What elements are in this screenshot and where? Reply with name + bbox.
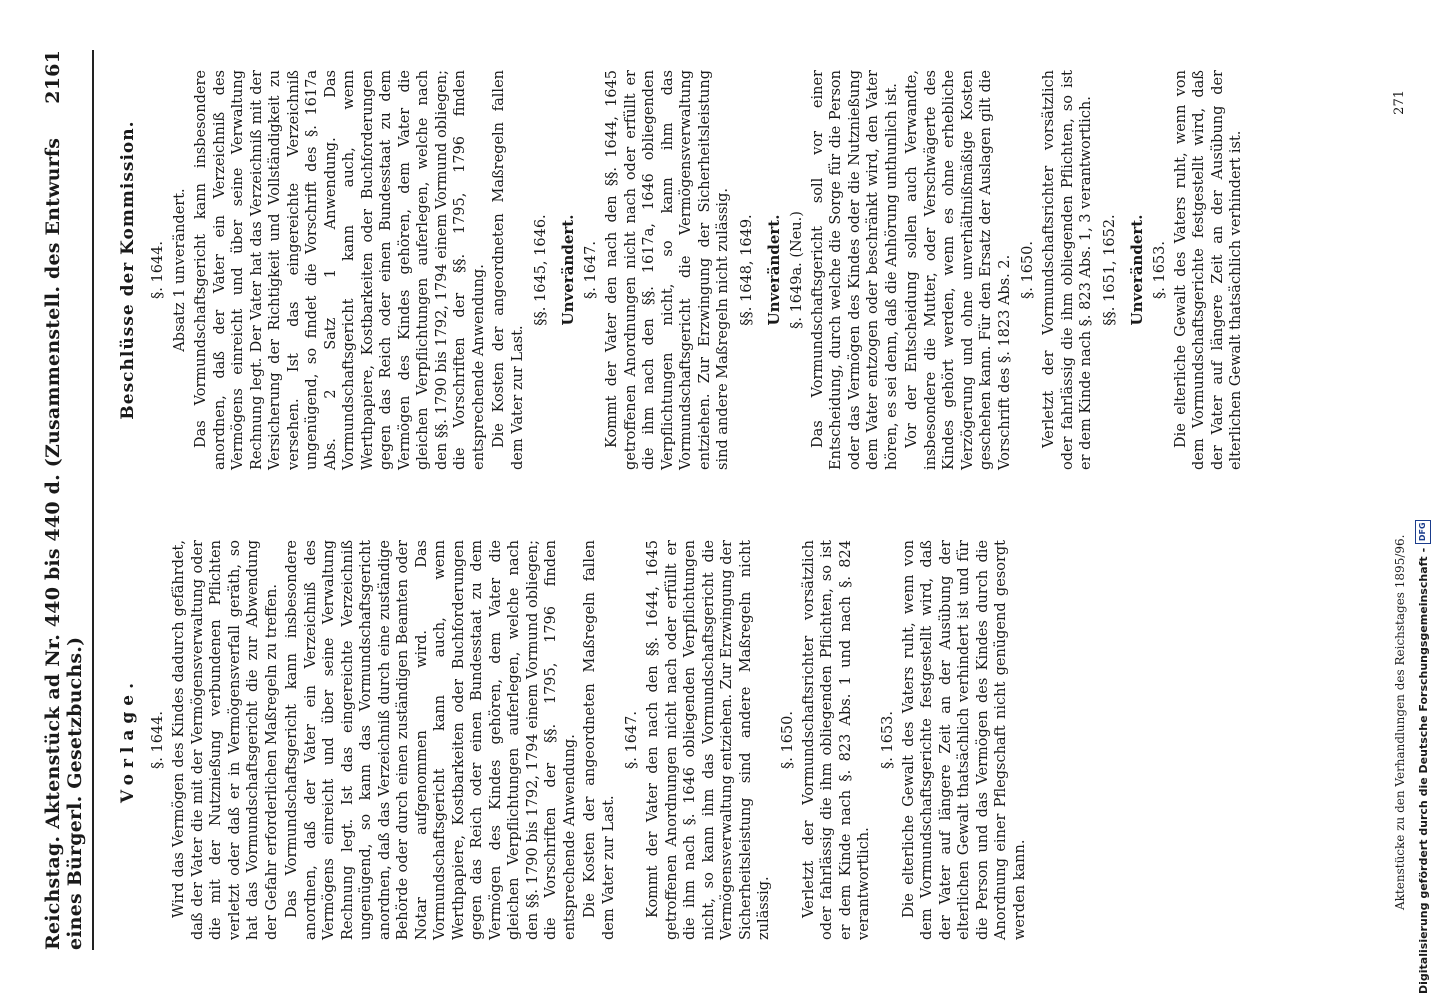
section-number: §. 1653. [879,711,896,769]
paragraph: Verletzt der Vormundschaftsrichter vorsätzlich oder fahrlässig die ihm obliegenden Pflichten, so ist er dem Kinde nach §. 823 Abs. 1, 3 verantwortlich. [1041,70,1094,470]
section-number: §. 1650. [1020,241,1036,299]
section-number: §§. 1651, 1652. [1101,214,1118,326]
paragraph: Die elterliche Gewalt des Vaters ruht, wenn von dem Vormundschaftsgerichte festgestellt wird, daß der Vater auf längere Zeit an der Ausübung der elterlichen Gewalt thatsächlich verhindert ist. [1172,70,1244,470]
paragraph: Kommt der Vater den nach den §§. 1644, 1645 getroffenen Anordnungen nicht nach oder erfüllt er die ihm nach §. 1646 obliegenden Verpflichtungen nicht, so kann ihm das Vormundschaftsgericht die Vermögensverwaltung entziehen. Zur Erzwingung der Sicherheitsleistung sind andere Maßregeln nicht zulässig. [645,540,772,940]
section-number: §. 1647. [624,711,640,769]
paragraph: Die Kosten der angeordneten Maßregeln fallen dem Vater zur Last. [582,540,617,940]
footer-source: Aktenstücke zu den Verhandlungen des Reichstages 1895/96. [1392,534,1407,910]
dfg-logo-icon: DFG [1415,520,1431,544]
paragraph: Das Vormundschaftsgericht kann insbesondere anordnen, daß der Vater ein Verzeichniß des Vermögens einreicht und über seine Verwaltung Rechnung legt. Der Vater hat das Verzeichniß mit der Versicherung der Richtigkeit und Vollständigkeit zu versehen. Ist das eingereichte Verzeichniß ungenügend, so findet die Vorschrift des §. 1617a Abs. 2 Satz 1 Anwendung. Das Vormundschaftsgericht kann auch, wenn Werthpapiere, Kostbarkeiten oder Buchforderungen gegen das Reich oder einen Bundesstaat zu dem Vermögen des Kindes gehören, dem Vater die gleichen Verpflichtungen auferlegen, welche nach den §§. 1790 bis 1792, 1794 einem Vormund obliegen; die Vorschriften der §§. 1795, 1796 finden entsprechende Anwendung. [193,70,487,470]
section-number: §. 1644. [150,241,166,299]
section-number: §. 1653. [1151,241,1168,299]
digitization-credit: Digitalisierung gefördert durch die Deutsche Forschungsgemeinschaft - DFG [1412,0,1434,1000]
section-number: §§. 1648, 1649. [738,214,755,326]
paragraph: Die elterliche Gewalt des Vaters ruht, wenn von dem Vormundschaftsgerichte festgestellt wird, daß der Vater auf längere Zeit an der Ausübung der elterlichen Gewalt thatsächlich verhindert ist und für die Person und das Vermögen des Kindes durch die Anordnung einer Pflegschaft nicht genügend gesorgt werden kann. [900,540,1028,940]
paragraph: Vor der Entscheidung sollen auch Verwandte, insbesondere die Mutter, oder Verschwägerte des Kindes gehört werden, wenn es ohne erhebliche Verzögerung und ohne unverhältnißmäßige Kosten geschehen kann. Für den Ersatz der Auslagen gilt die Vorschrift des §. 1823 Abs. 2. [904,70,1013,470]
section-number: §. 1649a. (Neu.) [788,211,805,329]
page-footer [1392,90,1407,910]
footer-page-number: 271 [1392,90,1407,115]
unchanged-note: Unverändert. [1127,214,1146,326]
paragraph: Wird das Vermögen des Kindes dadurch gefährdet, daß der Vater die mit der Vermögensverwaltung oder die mit der Nutznießung verbundenen Pflichten verletzt oder daß er in Vermögensverfall geräth, so hat das Vormundschaftsgericht die zur Abwendung der Gefahr erforderlichen Maßregeln zu treffen. [171,540,280,940]
left-column-heading: Vorlage. [118,676,138,804]
unchanged-note: Unverändert. [559,214,577,326]
paragraph-note: Absatz 1 unverändert. [172,188,188,352]
digitization-note: Digitalisierung gefördert durch die Deutsche Forschungsgemeinschaft [1416,556,1430,994]
section-number: §. 1647. [583,241,599,299]
right-column-heading: Beschlüsse der Kommission. [118,120,138,420]
paragraph: Das Vormundschaftsgericht soll vor einer Entscheidung, durch welche die Sorge für die Person oder das Vermögen des Kindes oder die Nutznießung dem Vater entzogen oder beschränkt wird, den Vater hören, es sei denn, daß die Anhörung unthunlich ist. [809,70,900,470]
paragraph: Das Vormundschaftsgericht kann insbesondere anordnen, daß der Vater ein Verzeichniß des Vermögens einreicht und über seine Verwaltung Rechnung legt. Ist das eingereichte Verzeichniß ungenügend, so kann das Vormundschaftsgericht anordnen, daß das Verzeichniß durch eine zuständige Behörde oder durch einen zuständigen Beamten oder Notar aufgenommen wird. Das Vormundschaftsgericht kann auch, wenn Werthpapiere, Kostbarkeiten oder Buchforderungen gegen das Reich oder einen Bundesstaat zu dem Vermögen des Kindes gehören, dem Vater die gleichen Verpflichtungen auferlegen, welche nach den §§. 1790 bis 1792, 1794 einem Vormund obliegen; die Vorschriften der §§. 1795, 1796 finden entsprechende Anwendung. [284,540,578,940]
right-column-body [150,70,1246,470]
left-column-vorlage [118,540,1031,940]
page-number: 2161 [42,50,64,104]
paragraph: Verletzt der Vormundschaftsrichter vorsätzlich oder fahrlässig die ihm obliegenden Pflichten, so ist er dem Kinde nach §. 823 Abs. 1 und nach §. 824 verantwortlich. [800,540,872,940]
unchanged-note: Unverändert. [764,214,783,326]
running-header [42,50,94,950]
left-column-body [150,540,1029,940]
section-number: §. 1650. [779,711,796,769]
running-header-title: Reichstag. Aktenstück ad Nr. 440 bis 440 d. (Zusammenstell. des Entwurfs eines Bürgerl. Gesetzbuchs.) [42,137,86,950]
section-number: §§. 1645, 1646. [533,214,549,326]
paragraph: Kommt der Vater den nach den §§. 1644, 1645 getroffenen Anordnungen nicht nach oder erfüllt er die ihm nach den §§. 1617a, 1646 obliegenden Verpflichtungen nicht, so kann ihm das Vormundschaftsgericht die Vermögensverwaltung entziehen. Zur Erzwingung der Sicherheitsleistung sind andere Maßregeln nicht zulässig. [604,70,731,470]
section-number: §. 1644. [150,711,166,769]
paragraph: Die Kosten der angeordneten Maßregeln fallen dem Vater zur Last. [491,70,526,470]
right-column-beschluesse [118,70,1248,470]
